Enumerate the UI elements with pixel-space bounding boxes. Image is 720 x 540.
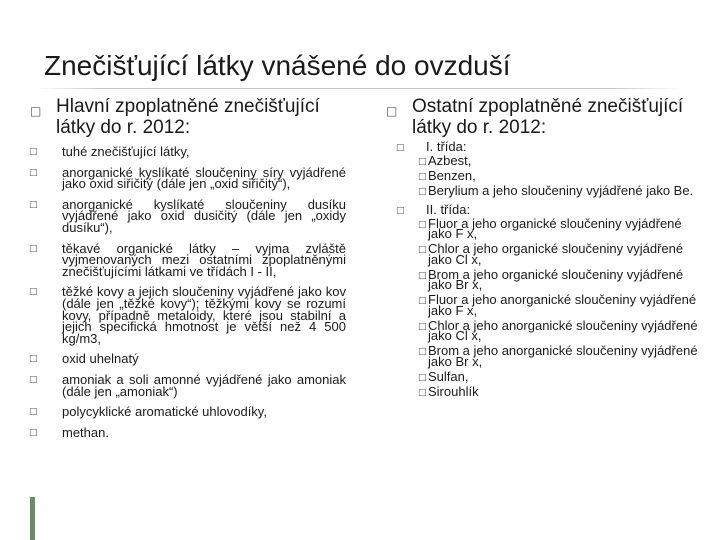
square-bullet-icon: □: [418, 219, 427, 230]
square-bullet-icon: □: [396, 143, 405, 153]
list-item-text: methan.: [62, 424, 109, 440]
list-item: [406, 241, 700, 267]
list-item: [28, 424, 346, 440]
right-heading-text: Ostatní zpoplatněné znečišťující látky do r. 2012:: [412, 96, 684, 138]
list-item: [28, 196, 346, 235]
square-bullet-icon: □: [418, 270, 427, 281]
list-item-text: Azbest,: [428, 153, 472, 168]
square-bullet-icon: □: [29, 199, 38, 210]
square-bullet-icon: □: [29, 243, 38, 254]
list-item-text: Benzen,: [428, 168, 476, 183]
square-bullet-icon: □: [418, 321, 427, 332]
list-item-text: Brom a jeho organické sloučeniny vyjádřené jako Br x,: [428, 266, 684, 292]
list-item-text: Chlor a jeho organické sloučeniny vyjádřené jako Cl x,: [428, 241, 684, 267]
class-label: II. třída:: [426, 201, 471, 217]
list-item-text: těžké kovy a jejich sloučeniny vyjádřené jako kov (dále jen „těžké kovy“); těžkými kovy se rozumí kovy, případně metaloidy, které jsou stabilní a jejich specifická hmotnost je větší než 4 500 kg/m3,: [62, 284, 346, 346]
list-item: [406, 383, 700, 399]
list-item: [28, 353, 346, 365]
list-item: [406, 183, 700, 198]
list-item-text: anorganické kyslíkaté sloučeniny síry vyjádřené jako oxid siřičitý (dále jen „oxid siřičitý“),: [62, 164, 346, 192]
class-item: [384, 201, 700, 399]
square-bullet-icon: □: [29, 427, 38, 438]
list-item: [28, 164, 346, 192]
list-item: [406, 153, 700, 168]
list-item-text: Sirouhlík: [428, 383, 479, 399]
square-bullet-icon: □: [418, 157, 427, 167]
square-bullet-icon: □: [418, 387, 427, 398]
list-item-text: Berylium a jeho sloučeniny vyjádřené jako Be.: [428, 183, 694, 198]
left-list: [28, 146, 346, 438]
list-item-text: anorganické kyslíkaté sloučeniny dusíku vyjádřené jako oxid dusičitý (dále jen „oxidy dusíku“),: [62, 196, 346, 235]
list-item: [28, 146, 346, 158]
right-list: [384, 141, 700, 397]
slide-title: Znečišťující látky vnášené do ovzduší: [44, 50, 511, 81]
list-item-text: těkavé organické látky – vyjma zvláště vyjmenovaných mezi ostatními zpoplatněnými znečišťujícími látkami ve třídách I - II,: [62, 240, 346, 279]
list-item: [28, 406, 346, 418]
substance-list: [418, 153, 700, 198]
list-item-text: tuhé znečišťující látky,: [62, 144, 190, 159]
left-heading: [28, 96, 346, 138]
square-bullet-icon: □: [396, 205, 405, 216]
substance-list: [418, 215, 700, 399]
list-item-text: Brom a jeho anorganické sloučeniny vyjádřené jako Br x,: [428, 343, 698, 369]
square-bullet-icon: □: [29, 354, 38, 365]
list-item: [406, 317, 700, 343]
square-bullet-icon: □: [418, 372, 427, 383]
list-item: [406, 292, 700, 318]
square-bullet-icon: □: [29, 374, 38, 385]
square-bullet-icon: □: [418, 347, 427, 357]
list-item-text: Fluor a jeho anorganické sloučeniny vyjádřené jako F x,: [428, 292, 697, 318]
left-heading-text: Hlavní zpoplatněné znečišťující látky do r. 2012:: [56, 96, 320, 138]
list-item-text: Sulfan,: [428, 368, 469, 384]
square-bullet-icon: □: [418, 187, 427, 197]
list-item: [406, 266, 700, 292]
list-item: [406, 343, 700, 369]
square-bullet-icon: □: [418, 296, 427, 306]
list-item: [406, 215, 700, 241]
list-item-text: oxid uhelnatý: [62, 351, 139, 367]
square-bullet-icon: □: [418, 245, 427, 255]
list-item: [28, 286, 346, 344]
title-divider: [36, 88, 680, 89]
right-column: [384, 96, 700, 404]
list-item: [406, 368, 700, 384]
class-item: [384, 141, 700, 197]
list-item: [28, 240, 346, 279]
list-item: [406, 168, 700, 183]
accent-bar: [30, 497, 35, 540]
list-item: [28, 371, 346, 399]
square-bullet-icon: □: [418, 172, 427, 182]
list-item-text: Fluor a jeho organické sloučeniny vyjádřené jako F x,: [428, 215, 682, 241]
list-item-text: amoniak a soli amonné vyjádřené jako amoniak (dále jen „amoniak“): [62, 371, 346, 399]
square-bullet-icon: □: [30, 104, 42, 118]
right-heading: [384, 96, 700, 138]
square-bullet-icon: □: [29, 167, 38, 178]
class-label: I. třída:: [426, 139, 467, 154]
square-bullet-icon: □: [29, 407, 38, 418]
list-item-text: polycyklické aromatické uhlovodíky,: [62, 404, 267, 420]
square-bullet-icon: □: [386, 104, 398, 118]
list-item-text: Chlor a jeho anorganické sloučeniny vyjádřené jako Cl x,: [428, 317, 698, 343]
left-column: [28, 96, 346, 447]
square-bullet-icon: □: [29, 287, 38, 298]
square-bullet-icon: □: [29, 147, 38, 157]
